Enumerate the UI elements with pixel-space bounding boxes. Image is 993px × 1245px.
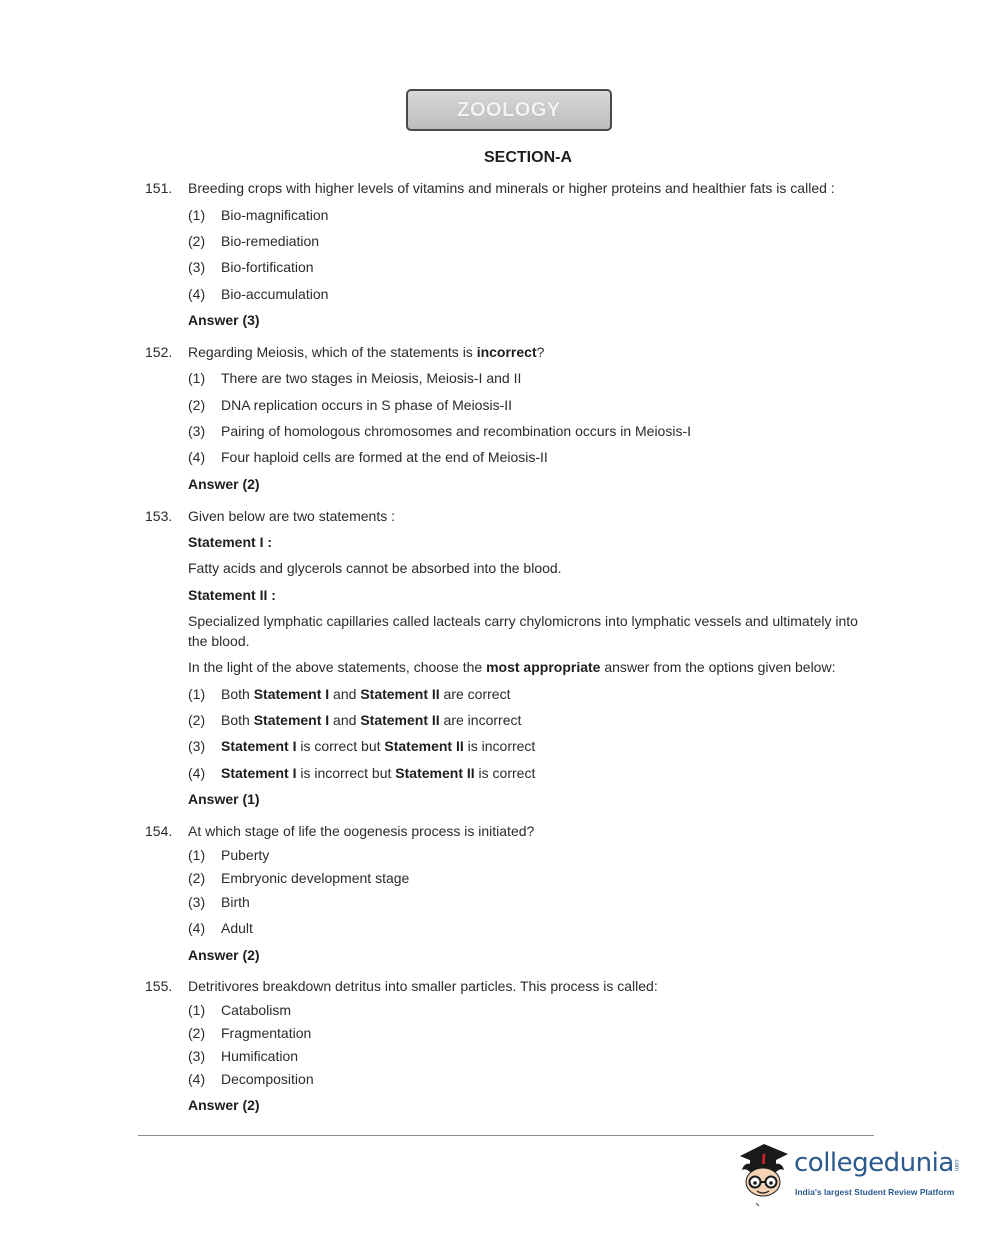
option-text: Both Statement I and Statement II are correct <box>221 686 511 702</box>
option-text: Humification <box>221 1048 299 1064</box>
option-number: (2) <box>188 1025 206 1041</box>
brand-tagline: India's largest Student Review Platform <box>795 1187 955 1197</box>
option-text: Bio-fortification <box>221 259 314 275</box>
question-number: 154. <box>145 823 173 839</box>
option-number: (3) <box>188 738 206 754</box>
question-text: Given below are two statements : <box>188 508 395 524</box>
statement-label: Statement I : <box>188 534 273 550</box>
option-text: Puberty <box>221 847 270 863</box>
question-number: 155. <box>145 978 173 994</box>
option-text: Statement I is incorrect but Statement II is correct <box>221 765 536 781</box>
option-text: Bio-magnification <box>221 207 329 223</box>
subject-banner: ZOOLOGY <box>406 89 612 131</box>
option-number: (2) <box>188 712 206 728</box>
option-text: Birth <box>221 894 250 910</box>
question-number: 153. <box>145 508 173 524</box>
option-text: Fragmentation <box>221 1025 312 1041</box>
option-text: Four haploid cells are formed at the end of Meiosis-II <box>221 449 548 465</box>
option-number: (2) <box>188 870 206 886</box>
answer: Answer (2) <box>188 947 260 963</box>
statement-label: Statement II : <box>188 587 276 603</box>
question-text: Detritivores breakdown detritus into smaller particles. This process is called: <box>188 978 658 994</box>
option-number: (3) <box>188 894 206 910</box>
option-number: (3) <box>188 1048 206 1064</box>
statement-text: Specialized lymphatic capillaries called lacteals carry chylomicrons into lymphatic vessels and ultimately into the blood. <box>188 613 858 649</box>
option-number: (1) <box>188 207 206 223</box>
question-text: Breeding crops with higher levels of vitamins and minerals or higher proteins and healthier fats is called : <box>188 180 835 196</box>
question-number: 151. <box>145 180 173 196</box>
brand-suffix: .com <box>953 1158 959 1172</box>
option-text: Both Statement I and Statement II are incorrect <box>221 712 522 728</box>
mascot-icon <box>734 1140 794 1210</box>
question-number: 152. <box>145 344 173 360</box>
option-number: (1) <box>188 686 206 702</box>
option-text: There are two stages in Meiosis, Meiosis-I and II <box>221 370 522 386</box>
section-title: SECTION-A <box>484 149 572 166</box>
option-number: (4) <box>188 765 206 781</box>
answer: Answer (2) <box>188 476 260 492</box>
option-text: Statement I is correct but Statement II is incorrect <box>221 738 536 754</box>
option-text: Pairing of homologous chromosomes and recombination occurs in Meiosis-I <box>221 423 691 439</box>
option-text: Decomposition <box>221 1071 314 1087</box>
option-number: (3) <box>188 423 206 439</box>
question-text: At which stage of life the oogenesis process is initiated? <box>188 823 535 839</box>
answer: Answer (2) <box>188 1097 260 1113</box>
option-number: (4) <box>188 449 206 465</box>
footer-divider <box>138 1135 874 1136</box>
option-text: Embryonic development stage <box>221 870 410 886</box>
option-text: Bio-remediation <box>221 233 320 249</box>
question-text: Regarding Meiosis, which of the statements is incorrect? <box>188 344 545 360</box>
instruction-text: In the light of the above statements, choose the most appropriate answer from the options given below: <box>188 659 836 675</box>
answer: Answer (3) <box>188 312 260 328</box>
option-number: (2) <box>188 233 206 249</box>
option-number: (4) <box>188 286 206 302</box>
option-number: (1) <box>188 847 206 863</box>
option-number: (4) <box>188 920 206 936</box>
option-number: (4) <box>188 1071 206 1087</box>
option-text: DNA replication occurs in S phase of Meiosis-II <box>221 397 513 413</box>
brand-name: collegedunia <box>794 1148 954 1178</box>
option-number: (3) <box>188 259 206 275</box>
answer: Answer (1) <box>188 791 260 807</box>
option-number: (1) <box>188 370 206 386</box>
statement-text: Fatty acids and glycerols cannot be absorbed into the blood. <box>188 560 562 576</box>
option-text: Bio-accumulation <box>221 286 329 302</box>
option-text: Catabolism <box>221 1002 292 1018</box>
option-number: (2) <box>188 397 206 413</box>
brand-logo[interactable] <box>734 1140 964 1210</box>
option-text: Adult <box>221 920 253 936</box>
option-number: (1) <box>188 1002 206 1018</box>
